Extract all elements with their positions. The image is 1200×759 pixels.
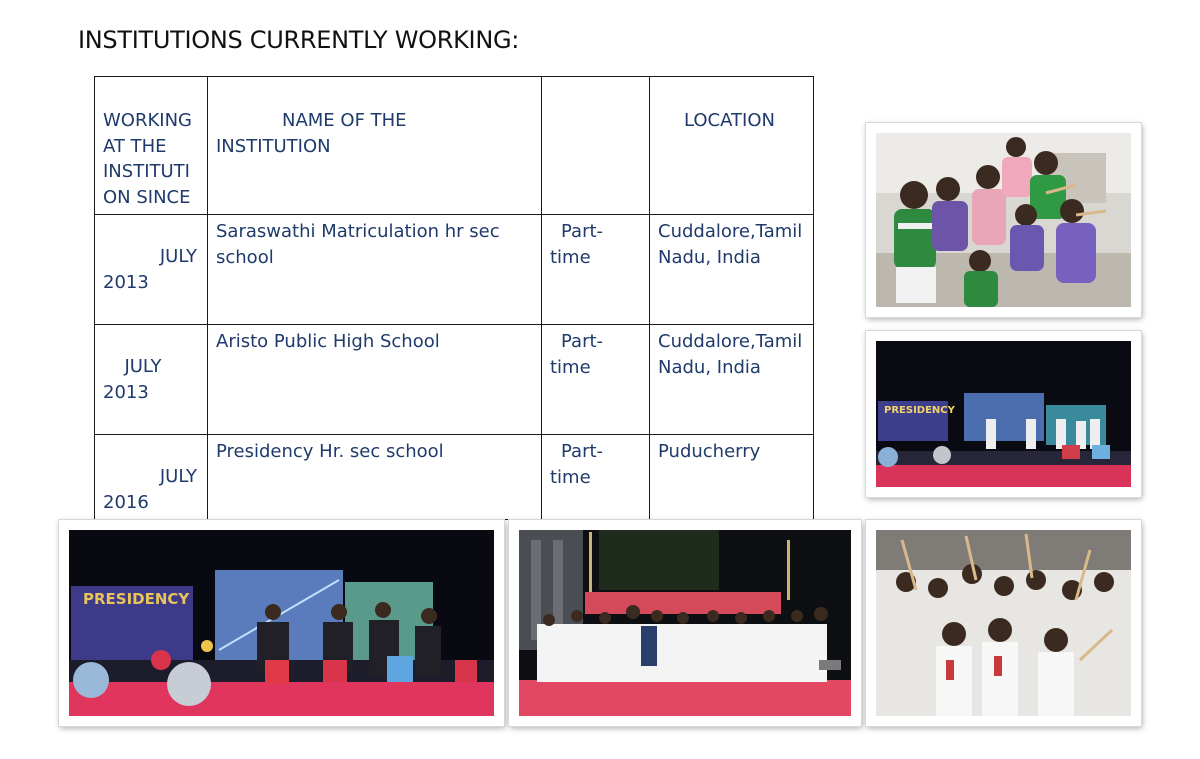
since-month: JULY	[124, 356, 162, 377]
table-row	[95, 215, 814, 325]
since-year: 2016	[103, 491, 149, 513]
type-time: time	[550, 466, 591, 488]
photo-group-stage	[509, 520, 861, 726]
photo-concert-large	[59, 520, 504, 726]
photo-stage-night-small-image	[876, 341, 1131, 487]
since-month: JULY	[159, 246, 197, 267]
banner-text-small: PRESIDENCY	[884, 405, 955, 416]
page-title: INSTITUTIONS CURRENTLY WORKING:	[78, 26, 520, 54]
institution-name: Saraswathi Matriculation hr sec school	[208, 215, 542, 325]
type-time: time	[550, 356, 591, 378]
since-cell	[95, 215, 208, 325]
photo-concert-large-image	[69, 530, 494, 716]
photo-stage-night-small	[866, 331, 1141, 497]
institution-name: Aristo Public High School	[208, 325, 542, 435]
photo-group-stage-image	[519, 530, 851, 716]
since-year: 2013	[103, 271, 149, 293]
table-row	[95, 325, 814, 435]
institutions-table	[94, 76, 814, 520]
header-since: WORKING AT THE INSTITUTI ON SINCE	[95, 77, 208, 215]
since-month: JULY	[159, 466, 197, 487]
type-time: time	[550, 246, 591, 268]
type-cell	[542, 435, 650, 520]
photo-cheering-students	[866, 520, 1141, 726]
header-type	[542, 77, 650, 215]
header-location-label: LOCATION	[684, 110, 775, 131]
photo-cheering-students-image	[876, 530, 1131, 716]
since-year: 2013	[103, 381, 149, 403]
institution-name: Presidency Hr. sec school	[208, 435, 542, 520]
photo-students-indoor	[866, 123, 1141, 317]
type-part: Part-	[561, 441, 604, 462]
type-part: Part-	[561, 221, 604, 242]
header-name-label-2: INSTITUTION	[216, 135, 331, 157]
since-cell	[95, 325, 208, 435]
type-cell	[542, 215, 650, 325]
location-cell: Cuddalore,Tamil Nadu, India	[650, 325, 814, 435]
table-row	[95, 435, 814, 520]
header-name-label: NAME OF THE	[282, 110, 407, 131]
location-cell: Puducherry	[650, 435, 814, 520]
location-cell: Cuddalore,Tamil Nadu, India	[650, 215, 814, 325]
type-cell	[542, 325, 650, 435]
header-name	[208, 77, 542, 215]
header-location	[650, 77, 814, 215]
photo-students-indoor-image	[876, 133, 1131, 307]
banner-text-large: PRESIDENCY	[83, 590, 190, 608]
since-cell	[95, 435, 208, 520]
table-header-row	[95, 77, 814, 215]
type-part: Part-	[561, 331, 604, 352]
